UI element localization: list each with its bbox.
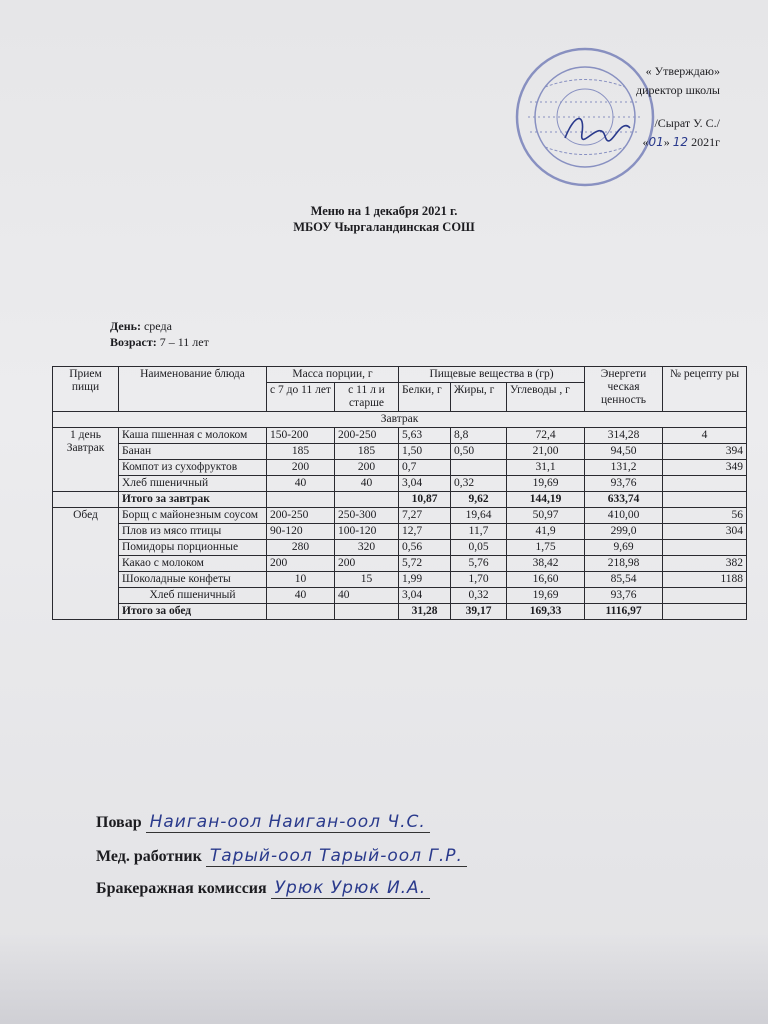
dish-cell: Плов из мясо птицы <box>119 524 267 540</box>
section-breakfast: Завтрак <box>53 412 747 428</box>
table-row <box>53 476 747 492</box>
table-row <box>53 444 747 460</box>
mass-b-cell: 320 <box>335 540 399 556</box>
energy-cell: 410,00 <box>585 508 663 524</box>
empty-cell <box>663 604 747 620</box>
table-row <box>53 572 747 588</box>
header-fat: Жиры, г <box>451 383 507 412</box>
protein-cell: 12,7 <box>399 524 451 540</box>
meal-breakfast: 1 день Завтрак <box>53 428 119 492</box>
total-carbs: 144,19 <box>507 492 585 508</box>
mass-a-cell: 200-250 <box>267 508 335 524</box>
energy-cell: 94,50 <box>585 444 663 460</box>
approval-line1: « Утверждаю» <box>645 64 720 78</box>
mass-a-cell: 10 <box>267 572 335 588</box>
fat-cell: 1,70 <box>451 572 507 588</box>
total-carbs: 169,33 <box>507 604 585 620</box>
commission-signature-row <box>96 878 430 898</box>
empty-cell <box>267 604 335 620</box>
fat-cell: 0,32 <box>451 476 507 492</box>
recipe-cell: 4 <box>663 428 747 444</box>
commission-signature: Урюк Урюк И.А. <box>271 878 430 899</box>
approval-director-name: /Сырат У. С./ <box>654 116 720 130</box>
empty-cell <box>335 604 399 620</box>
total-label: Итого за завтрак <box>119 492 267 508</box>
mass-a-cell: 200 <box>267 460 335 476</box>
mass-b-cell: 200 <box>335 460 399 476</box>
cook-signature-row <box>96 812 430 832</box>
fat-cell: 5,76 <box>451 556 507 572</box>
mass-a-cell: 150-200 <box>267 428 335 444</box>
day-value: среда <box>143 319 172 333</box>
fat-cell: 11,7 <box>451 524 507 540</box>
energy-cell: 131,2 <box>585 460 663 476</box>
header-mass-a: с 7 до 11 лет <box>267 383 335 412</box>
mass-b-cell: 15 <box>335 572 399 588</box>
recipe-cell: 349 <box>663 460 747 476</box>
menu-title-date: Меню на 1 декабря 2021 г. <box>310 204 458 218</box>
dish-cell: Борщ с майонезным соусом <box>119 508 267 524</box>
protein-cell: 0,56 <box>399 540 451 556</box>
mass-a-cell: 40 <box>267 476 335 492</box>
med-label: Мед. работник <box>96 848 202 865</box>
protein-cell: 5,63 <box>399 428 451 444</box>
empty-cell <box>267 492 335 508</box>
approval-line2: директор школы <box>636 83 720 97</box>
mass-b-cell: 250-300 <box>335 508 399 524</box>
menu-table <box>52 366 747 620</box>
director-signature-icon <box>560 108 640 148</box>
protein-cell: 7,27 <box>399 508 451 524</box>
carbs-cell: 38,42 <box>507 556 585 572</box>
mass-a-cell: 90-120 <box>267 524 335 540</box>
meal-lunch: Обед <box>53 508 119 620</box>
carbs-cell: 50,97 <box>507 508 585 524</box>
fat-cell: 0,50 <box>451 444 507 460</box>
protein-cell: 3,04 <box>399 476 451 492</box>
table-row <box>53 508 747 524</box>
carbs-cell: 31,1 <box>507 460 585 476</box>
energy-cell: 314,28 <box>585 428 663 444</box>
total-row-lunch <box>53 604 747 620</box>
dish-cell: Какао с молоком <box>119 556 267 572</box>
empty-cell <box>335 492 399 508</box>
total-row-breakfast <box>53 492 747 508</box>
section-row-breakfast <box>53 412 747 428</box>
total-protein: 10,87 <box>399 492 451 508</box>
day-info <box>110 318 209 350</box>
header-mass: Масса порции, г <box>267 367 399 383</box>
header-protein: Белки, г <box>399 383 451 412</box>
menu-title-school: МБОУ Чыргаландинская СОШ <box>293 220 475 234</box>
dish-cell: Шоколадные конфеты <box>119 572 267 588</box>
table-row <box>53 428 747 444</box>
commission-label: Бракеражная комиссия <box>96 880 267 897</box>
fat-cell: 19,64 <box>451 508 507 524</box>
carbs-cell: 19,69 <box>507 588 585 604</box>
approval-date: «01» 12 2021г <box>642 135 720 149</box>
protein-cell: 5,72 <box>399 556 451 572</box>
empty-cell <box>663 492 747 508</box>
carbs-cell: 41,9 <box>507 524 585 540</box>
table-row <box>53 588 747 604</box>
cook-signature: Наиган-оол Наиган-оол Ч.С. <box>146 812 430 833</box>
mass-a-cell: 40 <box>267 588 335 604</box>
mass-b-cell: 200-250 <box>335 428 399 444</box>
empty-cell <box>53 492 119 508</box>
cook-label: Повар <box>96 814 142 831</box>
recipe-cell: 382 <box>663 556 747 572</box>
header-energy: Энергети ческая ценность <box>585 367 663 412</box>
age-label: Возраст: <box>110 335 157 349</box>
header-mass-b: с 11 л и старше <box>335 383 399 412</box>
energy-cell: 93,76 <box>585 476 663 492</box>
fat-cell: 8,8 <box>451 428 507 444</box>
mass-a-cell: 185 <box>267 444 335 460</box>
recipe-cell: 1188 <box>663 572 747 588</box>
total-energy: 633,74 <box>585 492 663 508</box>
recipe-cell: 56 <box>663 508 747 524</box>
header-recipe: № рецепту ры <box>663 367 747 412</box>
header-nutrients: Пищевые вещества в (гр) <box>399 367 585 383</box>
protein-cell: 0,7 <box>399 460 451 476</box>
total-fat: 39,17 <box>451 604 507 620</box>
day-label: День: <box>110 319 141 333</box>
energy-cell: 93,76 <box>585 588 663 604</box>
table-row <box>53 460 747 476</box>
recipe-cell <box>663 588 747 604</box>
recipe-cell <box>663 540 747 556</box>
energy-cell: 85,54 <box>585 572 663 588</box>
age-value: 7 – 11 лет <box>159 335 209 349</box>
dish-cell: Хлеб пшеничный <box>119 588 267 604</box>
dish-cell: Банан <box>119 444 267 460</box>
energy-cell: 218,98 <box>585 556 663 572</box>
energy-cell: 9,69 <box>585 540 663 556</box>
carbs-cell: 19,69 <box>507 476 585 492</box>
energy-cell: 299,0 <box>585 524 663 540</box>
approval-date-year: 2021г <box>691 135 720 149</box>
fat-cell: 0,32 <box>451 588 507 604</box>
dish-cell: Хлеб пшеничный <box>119 476 267 492</box>
med-signature-row <box>96 846 467 866</box>
med-signature: Тарый-оол Тарый-оол Г.Р. <box>206 846 467 867</box>
recipe-cell <box>663 476 747 492</box>
total-fat: 9,62 <box>451 492 507 508</box>
carbs-cell: 21,00 <box>507 444 585 460</box>
protein-cell: 3,04 <box>399 588 451 604</box>
fat-cell <box>451 460 507 476</box>
header-carbs: Углеводы , г <box>507 383 585 412</box>
recipe-cell: 394 <box>663 444 747 460</box>
dish-cell: Компот из сухофруктов <box>119 460 267 476</box>
carbs-cell: 16,60 <box>507 572 585 588</box>
table-row <box>53 540 747 556</box>
mass-b-cell: 40 <box>335 588 399 604</box>
protein-cell: 1,50 <box>399 444 451 460</box>
total-label: Итого за обед <box>119 604 267 620</box>
approval-date-month: 12 <box>672 135 689 149</box>
header-meal: Прием пищи <box>53 367 119 412</box>
dish-cell: Каша пшенная с молоком <box>119 428 267 444</box>
carbs-cell: 1,75 <box>507 540 585 556</box>
mass-a-cell: 280 <box>267 540 335 556</box>
dish-cell: Помидоры порционные <box>119 540 267 556</box>
menu-title <box>0 203 768 235</box>
table-row <box>53 556 747 572</box>
total-protein: 31,28 <box>399 604 451 620</box>
mass-b-cell: 100-120 <box>335 524 399 540</box>
header-dish: Наименование блюда <box>119 367 267 412</box>
carbs-cell: 72,4 <box>507 428 585 444</box>
recipe-cell: 304 <box>663 524 747 540</box>
mass-b-cell: 185 <box>335 444 399 460</box>
protein-cell: 1,99 <box>399 572 451 588</box>
approval-date-day: 01 <box>648 135 664 149</box>
mass-b-cell: 40 <box>335 476 399 492</box>
mass-a-cell: 200 <box>267 556 335 572</box>
fat-cell: 0,05 <box>451 540 507 556</box>
mass-b-cell: 200 <box>335 556 399 572</box>
total-energy: 1116,97 <box>585 604 663 620</box>
table-row <box>53 524 747 540</box>
